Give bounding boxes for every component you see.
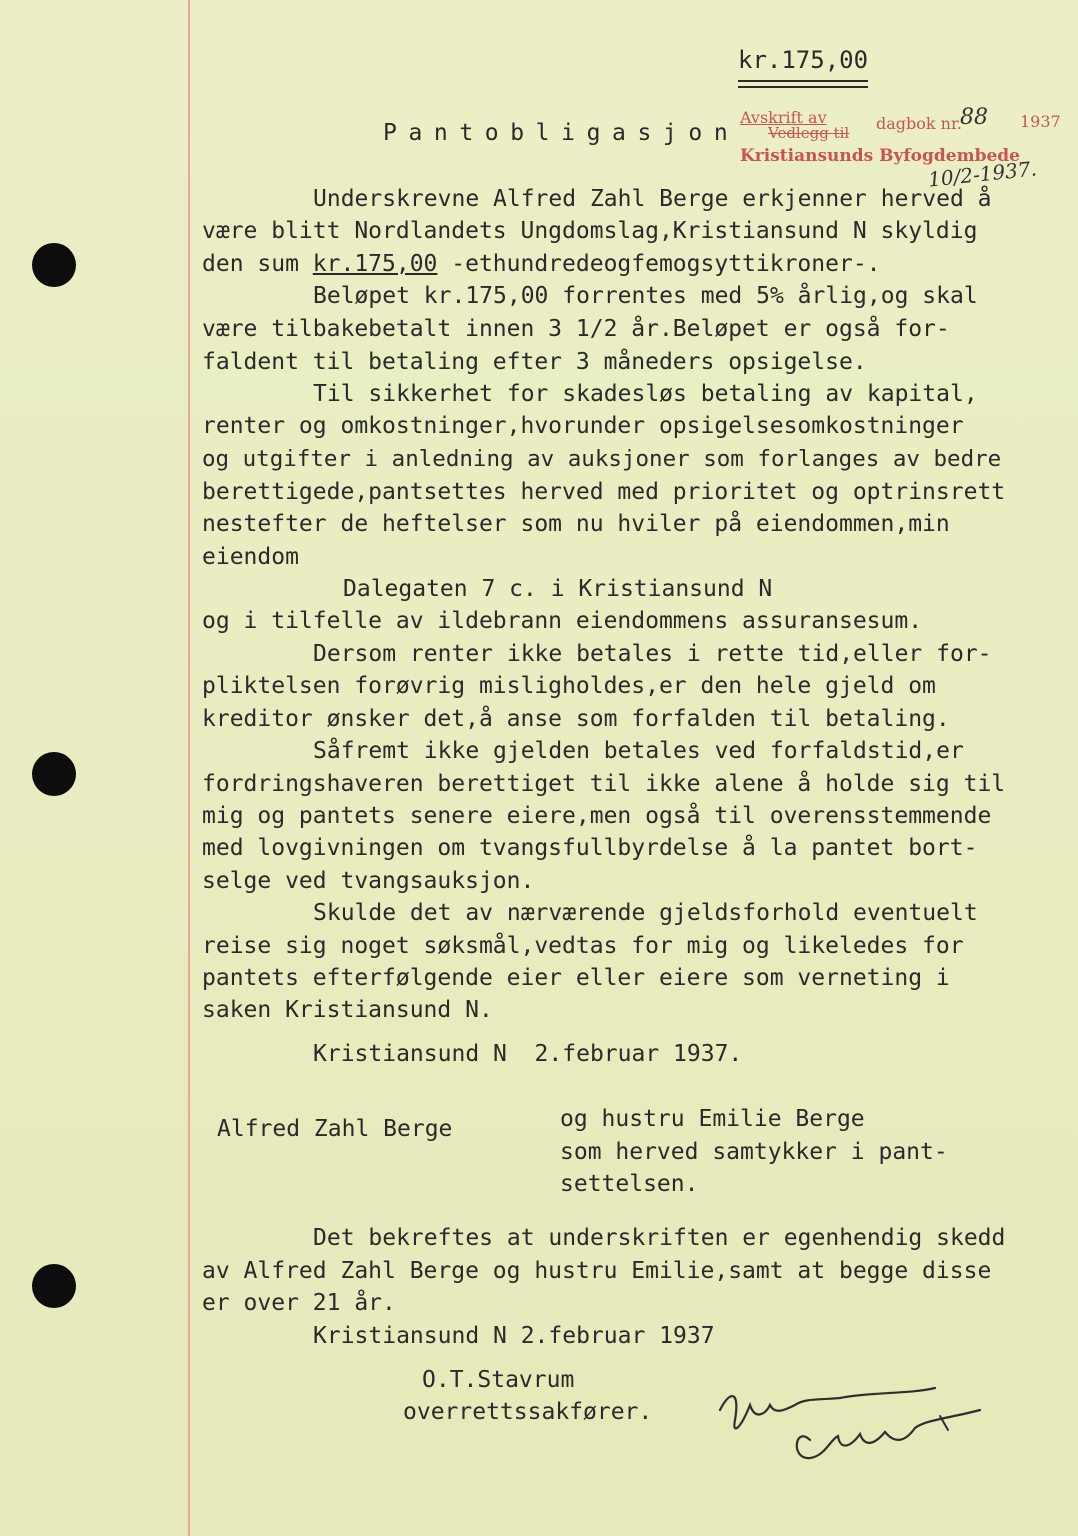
punch-hole-icon bbox=[32, 1264, 76, 1308]
body-line: Underskrevne Alfred Zahl Berge erkjenner herved å bbox=[313, 186, 992, 212]
debtor-signature: Alfred Zahl Berge bbox=[217, 1116, 453, 1142]
punch-hole-icon bbox=[32, 243, 76, 287]
amount-double-underline bbox=[738, 80, 868, 82]
body-line: pantets efterfølgende eier eller eiere som verneting i bbox=[202, 965, 950, 991]
body-line: med lovgivningen om tvangsfullbyrdelse å la pantet bort- bbox=[202, 835, 978, 861]
attest-signer-title: overrettssakfører. bbox=[403, 1399, 653, 1425]
body-line: være tilbakebetalt innen 3 1/2 år.Beløpet er også for- bbox=[202, 316, 950, 342]
margin-rule bbox=[188, 0, 190, 1536]
punch-hole-icon bbox=[32, 752, 76, 796]
body-line: og utgifter i anledning av auksjoner som forlanges av bedre bbox=[202, 446, 1002, 472]
body-line: renter og omkostninger,hvorunder opsigelsesomkostninger bbox=[202, 413, 964, 439]
stamp-dagbok-number: 88 bbox=[960, 105, 988, 130]
body-line: eiendom bbox=[202, 544, 299, 570]
attest-line: er over 21 år. bbox=[202, 1290, 396, 1316]
attest-line: av Alfred Zahl Berge og hustru Emilie,samt at begge disse bbox=[202, 1258, 992, 1284]
body-line: selge ved tvangsauksjon. bbox=[202, 868, 535, 894]
body-line: Såfremt ikke gjelden betales ved forfaldstid,er bbox=[313, 738, 964, 764]
attest-line: Det bekreftes at underskriften er egenhendig skedd bbox=[313, 1225, 1006, 1251]
header-amount: kr.175,00 bbox=[738, 46, 869, 74]
body-line: Skulde det av nærværende gjeldsforhold eventuelt bbox=[313, 900, 978, 926]
body-line: nestefter de heftelser som nu hviler på eiendommen,min bbox=[202, 511, 950, 537]
stamp-vedlegg: Vedlegg til bbox=[768, 124, 850, 142]
body-line: berettigede,pantsettes herved med prioritet og optrinsrett bbox=[202, 479, 1006, 505]
stamp-office: Kristiansunds Byfogdembede bbox=[740, 146, 1020, 166]
body-line: pliktelsen forøvrig misligholdes,er den hele gjeld om bbox=[202, 673, 936, 699]
attest-place-date: Kristiansund N 2.februar 1937 bbox=[313, 1323, 715, 1349]
body-line: reise sig noget søksmål,vedtas for mig og likeledes for bbox=[202, 933, 964, 959]
stamp-year: 1937 bbox=[1020, 112, 1061, 131]
amount-underlined: kr.175,00 bbox=[312, 251, 438, 277]
attest-signer: O.T.Stavrum bbox=[422, 1367, 575, 1393]
wife-line: settelsen. bbox=[560, 1171, 699, 1197]
stamp-dagbok-label: dagbok nr. bbox=[876, 114, 962, 133]
body-line: Til sikkerhet for skadesløs betaling av kapital, bbox=[313, 381, 978, 407]
amount-double-underline bbox=[738, 86, 868, 88]
body-line: fordringshaveren berettiget til ikke alene å holde sig til bbox=[202, 771, 1006, 797]
body-line: være blitt Nordlandets Ungdomslag,Kristiansund N skyldig bbox=[202, 218, 978, 244]
body-line: Beløpet kr.175,00 forrentes med 5% årlig,og skal bbox=[313, 283, 978, 309]
body-line: saken Kristiansund N. bbox=[202, 997, 493, 1023]
wife-line: som herved samtykker i pant- bbox=[560, 1139, 948, 1165]
body-line: kreditor ønsker det,å anse som forfalden til betaling. bbox=[202, 706, 950, 732]
document-title: Pantobligasjon bbox=[383, 120, 740, 146]
stamp-avskrift: Avskrift av bbox=[740, 108, 827, 127]
stamp-date: 10/2-1937. bbox=[927, 156, 1038, 192]
body-line: den sum kr.175,00 -ethundredeogfemogsyttikroner-. bbox=[202, 251, 881, 277]
body-line: og i tilfelle av ildebrann eiendommens assuransesum. bbox=[202, 608, 923, 634]
place-date: Kristiansund N 2.februar 1937. bbox=[313, 1041, 743, 1067]
body-line: faldent til betaling efter 3 måneders opsigelse. bbox=[202, 349, 867, 375]
body-line: mig og pantets senere eiere,men også til overensstemmende bbox=[202, 803, 992, 829]
body-line: Dersom renter ikke betales i rette tid,eller for- bbox=[313, 641, 992, 667]
body-line: Dalegaten 7 c. i Kristiansund N bbox=[343, 576, 773, 602]
wife-line: og hustru Emilie Berge bbox=[560, 1106, 865, 1132]
